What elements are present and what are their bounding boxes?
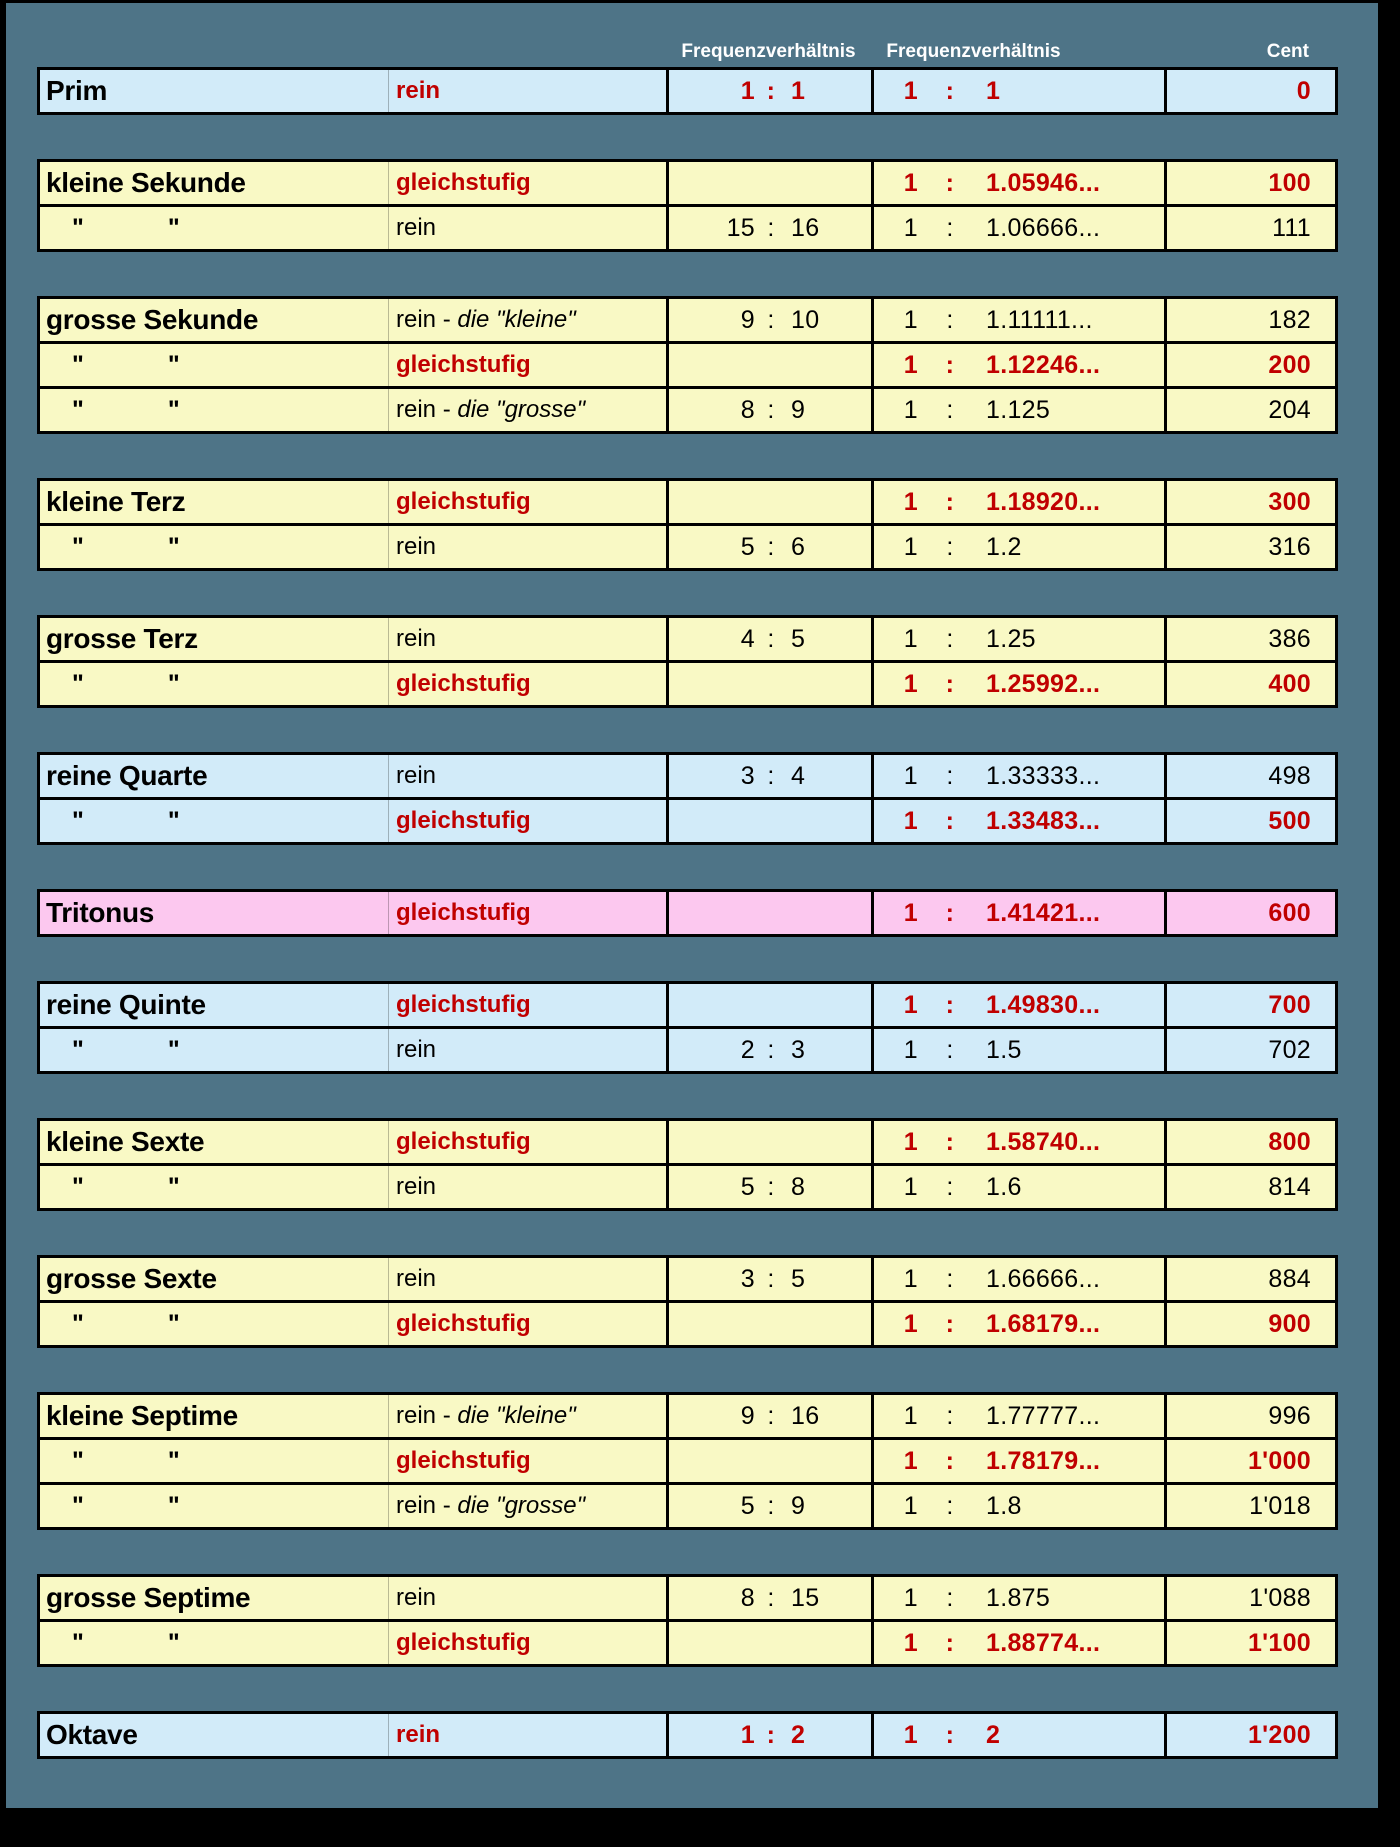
ditto-mark: " bbox=[72, 213, 84, 242]
ditto-mark: " bbox=[72, 1035, 84, 1064]
decimal-ratio-cell bbox=[871, 70, 1164, 112]
decimal-ratio-cell: 1 : 1.8 bbox=[871, 1485, 1164, 1527]
tuning-type-cell bbox=[388, 344, 666, 386]
interval-name-cell bbox=[40, 1714, 388, 1756]
table-row bbox=[40, 1163, 1335, 1208]
interval-name: Tritonus bbox=[46, 897, 155, 928]
cent-cell bbox=[1164, 984, 1335, 1026]
cent-cell bbox=[1164, 800, 1335, 842]
ratio-cell: 8 : 15 bbox=[666, 1577, 871, 1619]
cent-cell bbox=[1164, 1166, 1335, 1208]
interval-name-cell bbox=[40, 70, 388, 112]
interval-name-cell bbox=[40, 162, 388, 204]
decimal-ratio-cell: 1 : 1.66666... bbox=[871, 1258, 1164, 1300]
cent-value: 600 bbox=[1268, 898, 1311, 927]
interval-name: kleine Sexte bbox=[46, 1126, 205, 1157]
tuning-type-cell bbox=[388, 1440, 666, 1482]
ratio-cell bbox=[666, 1622, 871, 1664]
cent-cell bbox=[1164, 1395, 1335, 1437]
tuning-type: gleichstufig bbox=[396, 169, 531, 196]
tuning-type-cell bbox=[388, 1485, 666, 1527]
tuning-type-cell bbox=[388, 299, 666, 341]
ditto-mark: " bbox=[167, 350, 180, 379]
ditto-mark: " bbox=[72, 1628, 84, 1657]
interval-name-cell bbox=[40, 344, 388, 386]
cent-cell bbox=[1164, 1258, 1335, 1300]
ratio-cell bbox=[666, 344, 871, 386]
decimal-ratio-cell: 1 : 1.77777... bbox=[871, 1395, 1164, 1437]
table-row bbox=[40, 1300, 1335, 1345]
table-row bbox=[40, 755, 1335, 797]
interval-name-cell bbox=[40, 1166, 388, 1208]
ratio-cell: 5 : 9 bbox=[666, 1485, 871, 1527]
interval-name-cell bbox=[40, 663, 388, 705]
interval-name-cell bbox=[40, 1622, 388, 1664]
interval-name: kleine Terz bbox=[46, 486, 186, 517]
decimal-ratio-cell: 1 : 1.33333... bbox=[871, 755, 1164, 797]
group-tritonus bbox=[37, 889, 1338, 937]
ratio-cell: 3 : 4 bbox=[666, 755, 871, 797]
group-kleine-sekunde bbox=[37, 159, 1338, 252]
tuning-type-cell bbox=[388, 1714, 666, 1756]
decimal-ratio-cell: 1 : 1.5 bbox=[871, 1029, 1164, 1071]
header-cent-label: Cent bbox=[1266, 40, 1309, 62]
tuning-type: gleichstufig bbox=[396, 1310, 531, 1337]
decimal-ratio-cell: 1 : 1.58740... bbox=[871, 1121, 1164, 1163]
ditto-mark: " bbox=[72, 669, 84, 698]
cent-value: 0 bbox=[1296, 76, 1311, 105]
interval-name-cell bbox=[40, 755, 388, 797]
ratio-colon: : bbox=[945, 76, 955, 105]
cent-cell bbox=[1164, 481, 1335, 523]
decimal-ratio-cell: 1 : 1.18920... bbox=[871, 481, 1164, 523]
table-row bbox=[40, 892, 1335, 934]
decimal-ratio-cell: 1 : 1.05946... bbox=[871, 162, 1164, 204]
interval-name: Prim bbox=[46, 75, 108, 106]
table-row bbox=[40, 523, 1335, 568]
cent-cell bbox=[1164, 70, 1335, 112]
tuning-type-cell bbox=[388, 1166, 666, 1208]
decimal-ratio-cell: 1 : 1.88774... bbox=[871, 1622, 1164, 1664]
tuning-type-cell bbox=[388, 1577, 666, 1619]
table-row bbox=[40, 618, 1335, 660]
ditto-mark: " bbox=[167, 1309, 180, 1338]
ratio-cell bbox=[666, 892, 871, 934]
ditto-mark: " bbox=[167, 1035, 180, 1064]
table-row bbox=[40, 481, 1335, 523]
table-row bbox=[40, 1482, 1335, 1527]
table-row bbox=[40, 70, 1335, 112]
cent-value: 316 bbox=[1268, 532, 1311, 561]
tuning-type: rein bbox=[396, 1173, 437, 1200]
interval-name: reine Quinte bbox=[46, 989, 206, 1020]
cent-value: 1'200 bbox=[1247, 1720, 1311, 1749]
decimal-ratio-cell: 1 : 1.49830... bbox=[871, 984, 1164, 1026]
tuning-type-cell bbox=[388, 162, 666, 204]
tuning-type: gleichstufig bbox=[396, 488, 531, 515]
cent-value: 100 bbox=[1268, 168, 1311, 197]
cent-value: 400 bbox=[1268, 669, 1311, 698]
interval-name-cell bbox=[40, 1258, 388, 1300]
table-row bbox=[40, 1121, 1335, 1163]
group-reine-quarte bbox=[37, 752, 1338, 845]
tuning-type: gleichstufig bbox=[396, 670, 531, 697]
cent-cell bbox=[1164, 526, 1335, 568]
group-grosse-septime bbox=[37, 1574, 1338, 1667]
interval-name-cell bbox=[40, 1303, 388, 1345]
tuning-type: rein bbox=[396, 762, 437, 789]
ratio-cell: 2 : 3 bbox=[666, 1029, 871, 1071]
ratio-cell: 9 : 16 bbox=[666, 1395, 871, 1437]
ratio-cell: 4 : 5 bbox=[666, 618, 871, 660]
ditto-mark: " bbox=[167, 395, 180, 424]
ratio-cell bbox=[666, 1440, 871, 1482]
cent-value: 702 bbox=[1268, 1035, 1311, 1064]
cent-value: 1'100 bbox=[1247, 1628, 1311, 1657]
cent-cell bbox=[1164, 1714, 1335, 1756]
table-row bbox=[40, 1258, 1335, 1300]
tuning-type: rein bbox=[396, 1721, 441, 1748]
ratio-cell bbox=[666, 800, 871, 842]
table-row bbox=[40, 1026, 1335, 1071]
tuning-type: rein bbox=[396, 77, 441, 104]
ditto-mark: " bbox=[72, 350, 84, 379]
group-grosse-sekunde bbox=[37, 296, 1338, 434]
tuning-type-cell bbox=[388, 70, 666, 112]
ratio-cell: 15 : 16 bbox=[666, 207, 871, 249]
interval-name-cell bbox=[40, 984, 388, 1026]
tuning-type: rein - die "grosse" bbox=[396, 396, 586, 423]
table-row bbox=[40, 386, 1335, 431]
table-row bbox=[40, 984, 1335, 1026]
ditto-mark: " bbox=[167, 1446, 180, 1475]
tuning-type-cell bbox=[388, 1258, 666, 1300]
tuning-type: gleichstufig bbox=[396, 1629, 531, 1656]
table-row bbox=[40, 1437, 1335, 1482]
interval-name-cell bbox=[40, 1395, 388, 1437]
interval-name: grosse Sexte bbox=[46, 1263, 217, 1294]
tuning-type: gleichstufig bbox=[396, 1447, 531, 1474]
decimal-ratio-cell: 1 : 1.68179... bbox=[871, 1303, 1164, 1345]
cent-value: 204 bbox=[1268, 395, 1311, 424]
group-kleine-septime bbox=[37, 1392, 1338, 1530]
cent-value: 111 bbox=[1272, 213, 1311, 242]
cent-value: 1'000 bbox=[1247, 1446, 1311, 1475]
interval-name-cell bbox=[40, 1121, 388, 1163]
cent-cell bbox=[1164, 1622, 1335, 1664]
column-header-row bbox=[37, 36, 1338, 67]
cent-cell bbox=[1164, 892, 1335, 934]
tuning-type: rein bbox=[396, 214, 437, 241]
tuning-type: gleichstufig bbox=[396, 899, 531, 926]
header-frequency-ratio-2-label: Frequenzverhältnis bbox=[886, 40, 1061, 62]
decimal-ratio-cell: 1 : 1.25992... bbox=[871, 663, 1164, 705]
slate-panel bbox=[6, 3, 1378, 1808]
interval-name-cell bbox=[40, 207, 388, 249]
tuning-type-cell bbox=[388, 1622, 666, 1664]
decimal-ratio-cell: 1 : 2 bbox=[871, 1714, 1164, 1756]
cent-cell bbox=[1164, 162, 1335, 204]
header-cent bbox=[1164, 41, 1335, 63]
tuning-type-cell bbox=[388, 755, 666, 797]
ratio-cell: 1 : 2 bbox=[666, 1714, 871, 1756]
cent-cell bbox=[1164, 1029, 1335, 1071]
decimal-ratio-cell: 1 : 1.125 bbox=[871, 389, 1164, 431]
ditto-mark: " bbox=[72, 806, 84, 835]
cent-value: 884 bbox=[1268, 1264, 1311, 1293]
cent-cell bbox=[1164, 389, 1335, 431]
decimal-ratio-cell: 1 : 1.33483... bbox=[871, 800, 1164, 842]
cent-value: 900 bbox=[1268, 1309, 1311, 1338]
ditto-mark: " bbox=[167, 532, 180, 561]
tuning-type-cell bbox=[388, 1121, 666, 1163]
tuning-type-cell bbox=[388, 481, 666, 523]
group-prim bbox=[37, 67, 1338, 115]
table-row bbox=[40, 1577, 1335, 1619]
interval-name-cell bbox=[40, 526, 388, 568]
tuning-type: gleichstufig bbox=[396, 1128, 531, 1155]
ratio-right: 1 bbox=[986, 76, 1001, 105]
interval-name: reine Quarte bbox=[46, 760, 208, 791]
cent-value: 1'088 bbox=[1249, 1583, 1311, 1612]
ditto-mark: " bbox=[167, 1491, 180, 1520]
ratio-cell bbox=[666, 1121, 871, 1163]
cent-value: 182 bbox=[1268, 305, 1311, 334]
cent-value: 498 bbox=[1268, 761, 1311, 790]
ditto-mark: " bbox=[72, 1491, 84, 1520]
tuning-type: rein - die "grosse" bbox=[396, 1492, 586, 1519]
cent-value: 800 bbox=[1268, 1127, 1311, 1156]
group-kleine-terz bbox=[37, 478, 1338, 571]
tuning-type: rein bbox=[396, 1584, 437, 1611]
cent-value: 386 bbox=[1268, 624, 1311, 653]
ratio-cell bbox=[666, 162, 871, 204]
tuning-type: gleichstufig bbox=[396, 991, 531, 1018]
tuning-type: rein bbox=[396, 1036, 437, 1063]
interval-name-cell bbox=[40, 800, 388, 842]
ditto-mark: " bbox=[167, 1628, 180, 1657]
tuning-type-cell bbox=[388, 800, 666, 842]
ditto-mark: " bbox=[72, 1172, 84, 1201]
ratio-cell bbox=[666, 663, 871, 705]
tuning-type-cell bbox=[388, 663, 666, 705]
tuning-type-cell bbox=[388, 526, 666, 568]
interval-name-cell bbox=[40, 1440, 388, 1482]
cent-value: 200 bbox=[1268, 350, 1311, 379]
ratio-cell bbox=[666, 984, 871, 1026]
ditto-mark: " bbox=[72, 1446, 84, 1475]
tuning-type: rein bbox=[396, 533, 437, 560]
interval-name-cell bbox=[40, 1577, 388, 1619]
tuning-type: rein bbox=[396, 625, 437, 652]
ratio-cell: 9 : 10 bbox=[666, 299, 871, 341]
interval-name-cell bbox=[40, 481, 388, 523]
decimal-ratio-cell: 1 : 1.78179... bbox=[871, 1440, 1164, 1482]
interval-name-cell bbox=[40, 299, 388, 341]
decimal-ratio-cell: 1 : 1.06666... bbox=[871, 207, 1164, 249]
interval-name: kleine Sekunde bbox=[46, 167, 246, 198]
interval-name: grosse Terz bbox=[46, 623, 198, 654]
cent-value: 700 bbox=[1268, 990, 1311, 1019]
ditto-mark: " bbox=[72, 395, 84, 424]
ratio-cell: 5 : 6 bbox=[666, 526, 871, 568]
ratio-cell bbox=[666, 70, 871, 112]
ratio-colon: : bbox=[766, 76, 776, 105]
tuning-type: rein - die "kleine" bbox=[396, 1402, 576, 1429]
ratio-cell: 5 : 8 bbox=[666, 1166, 871, 1208]
ditto-mark: " bbox=[167, 1172, 180, 1201]
tuning-type: rein bbox=[396, 1265, 437, 1292]
tuning-type-cell bbox=[388, 892, 666, 934]
ditto-mark: " bbox=[72, 1309, 84, 1338]
interval-name-cell bbox=[40, 892, 388, 934]
interval-name: grosse Septime bbox=[46, 1582, 251, 1613]
tuning-type: rein - die "kleine" bbox=[396, 306, 576, 333]
ratio-right: 1 bbox=[791, 76, 806, 105]
tuning-type: gleichstufig bbox=[396, 351, 531, 378]
interval-name-cell bbox=[40, 618, 388, 660]
tuning-type-cell bbox=[388, 1395, 666, 1437]
ratio-cell bbox=[666, 1303, 871, 1345]
ditto-mark: " bbox=[167, 213, 180, 242]
interval-name: Oktave bbox=[46, 1719, 138, 1750]
interval-name: grosse Sekunde bbox=[46, 304, 259, 335]
tuning-type: gleichstufig bbox=[396, 807, 531, 834]
interval-name: kleine Septime bbox=[46, 1400, 238, 1431]
ditto-mark: " bbox=[72, 532, 84, 561]
tuning-type-cell bbox=[388, 1303, 666, 1345]
decimal-ratio-cell: 1 : 1.2 bbox=[871, 526, 1164, 568]
cent-cell bbox=[1164, 1303, 1335, 1345]
table-row bbox=[40, 797, 1335, 842]
ditto-mark: " bbox=[167, 669, 180, 698]
ratio-cell: 8 : 9 bbox=[666, 389, 871, 431]
decimal-ratio-cell: 1 : 1.41421... bbox=[871, 892, 1164, 934]
interval-name-cell bbox=[40, 1029, 388, 1071]
decimal-ratio-cell: 1 : 1.6 bbox=[871, 1166, 1164, 1208]
decimal-ratio-cell: 1 : 1.25 bbox=[871, 618, 1164, 660]
table-row bbox=[40, 1395, 1335, 1437]
table-row bbox=[40, 1714, 1335, 1756]
group-grosse-sexte bbox=[37, 1255, 1338, 1348]
tuning-type-cell bbox=[388, 618, 666, 660]
table-row bbox=[40, 660, 1335, 705]
cent-cell bbox=[1164, 663, 1335, 705]
table-row bbox=[40, 1619, 1335, 1664]
cent-cell bbox=[1164, 755, 1335, 797]
group-grosse-terz bbox=[37, 615, 1338, 708]
tuning-type-cell bbox=[388, 207, 666, 249]
tuning-type-cell bbox=[388, 984, 666, 1026]
cent-value: 300 bbox=[1268, 487, 1311, 516]
cent-value: 814 bbox=[1268, 1172, 1311, 1201]
cent-value: 996 bbox=[1268, 1401, 1311, 1430]
tuning-type-cell bbox=[388, 1029, 666, 1071]
table-row bbox=[40, 204, 1335, 249]
cent-cell bbox=[1164, 1485, 1335, 1527]
interval-name-cell bbox=[40, 389, 388, 431]
table-row bbox=[40, 341, 1335, 386]
ditto-mark: " bbox=[167, 806, 180, 835]
ratio-left: 1 bbox=[903, 76, 918, 105]
group-kleine-sexte bbox=[37, 1118, 1338, 1211]
group-reine-quinte bbox=[37, 981, 1338, 1074]
cent-cell bbox=[1164, 1121, 1335, 1163]
ratio-cell: 3 : 5 bbox=[666, 1258, 871, 1300]
ratio-left: 1 bbox=[740, 76, 755, 105]
cent-value: 500 bbox=[1268, 806, 1311, 835]
decimal-ratio-cell: 1 : 1.875 bbox=[871, 1577, 1164, 1619]
cent-cell bbox=[1164, 299, 1335, 341]
cent-value: 1'018 bbox=[1249, 1491, 1311, 1520]
tuning-type-cell bbox=[388, 389, 666, 431]
table-row bbox=[40, 299, 1335, 341]
decimal-ratio-cell: 1 : 1.12246... bbox=[871, 344, 1164, 386]
table-content bbox=[37, 36, 1338, 1759]
cent-cell bbox=[1164, 618, 1335, 660]
interval-name-cell bbox=[40, 1485, 388, 1527]
ratio-cell bbox=[666, 481, 871, 523]
header-frequency-ratio-1-label: Frequenzverhältnis bbox=[681, 40, 856, 62]
cent-cell bbox=[1164, 1577, 1335, 1619]
group-oktave bbox=[37, 1711, 1338, 1759]
cent-cell bbox=[1164, 344, 1335, 386]
decimal-ratio-cell: 1 : 1.11111... bbox=[871, 299, 1164, 341]
header-frequency-ratio-2 bbox=[827, 41, 1120, 63]
cent-cell bbox=[1164, 207, 1335, 249]
cent-cell bbox=[1164, 1440, 1335, 1482]
table-row bbox=[40, 162, 1335, 204]
